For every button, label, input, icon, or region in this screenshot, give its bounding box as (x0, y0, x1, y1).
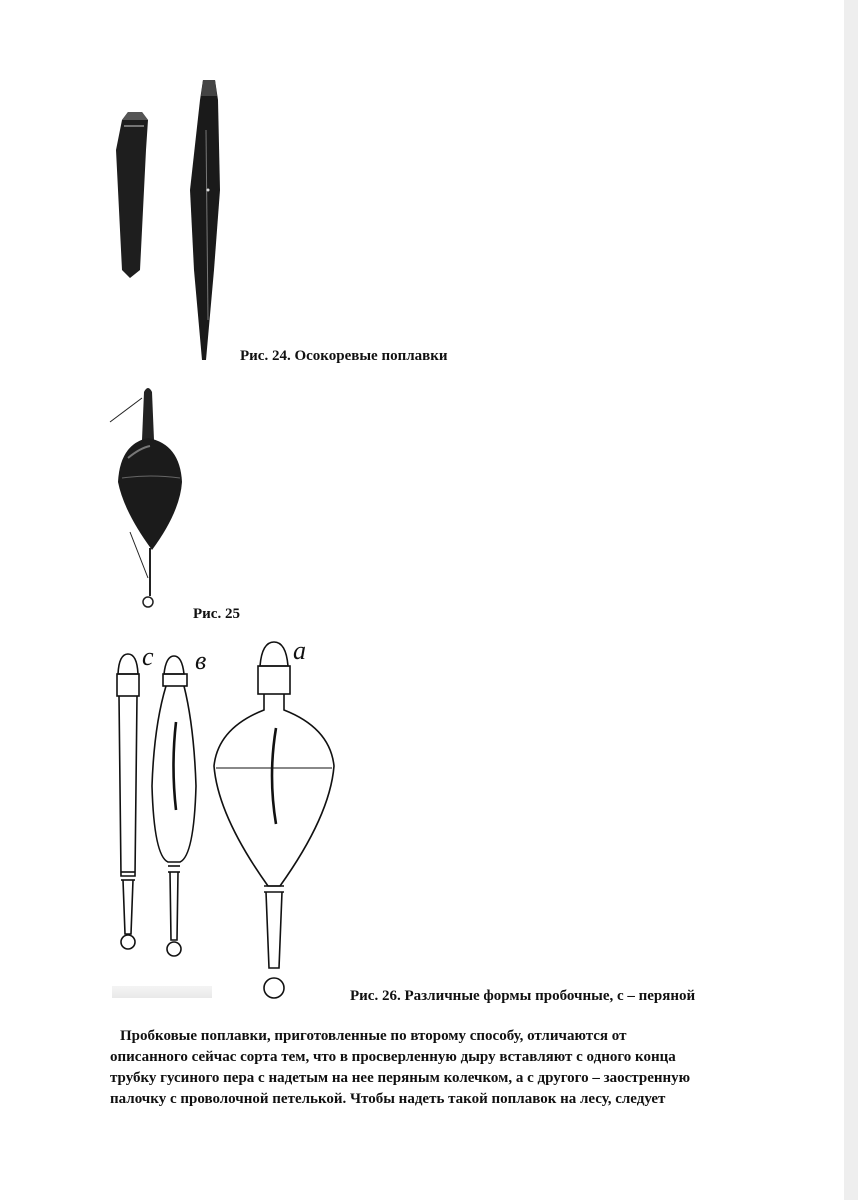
figure-24-caption: Рис. 24. Осокоревые поплавки (240, 348, 448, 364)
figure-label-a: а (293, 636, 306, 665)
cork-float (110, 388, 182, 607)
figure-25-illustration (100, 382, 200, 622)
quill-float-c (117, 654, 139, 949)
small-aspen-float (116, 112, 148, 278)
paragraph-line-1: Пробковые поплавки, приготовленные по второму способу, отличаются от (120, 1028, 627, 1044)
cork-float-a (214, 642, 334, 998)
scan-artifact (112, 986, 212, 998)
long-aspen-float (190, 80, 220, 360)
paragraph-line-2: описанного сейчас сорта тем, что в просверленную дыру вставляют с одного конца (110, 1049, 676, 1065)
paragraph-line-3: трубку гусиного пера с надетым на нее перяным колечком, а с другого – заостренную (110, 1070, 691, 1086)
figure-label-v: в (195, 646, 207, 675)
cork-float-v (152, 656, 196, 956)
figure-24-illustration (100, 70, 240, 370)
figure-label-c: с (142, 642, 154, 671)
figure-26-illustration (100, 636, 350, 1006)
page-edge-strip (844, 0, 858, 1200)
body-paragraph (110, 1026, 760, 1110)
paragraph-line-4: палочку с проволочной петелькой. Чтобы надеть такой поплавок на лесу, следует (110, 1091, 666, 1107)
figure-25-caption: Рис. 25 (193, 606, 240, 622)
figure-26-caption: Рис. 26. Различные формы пробочные, с – перяной (350, 988, 696, 1004)
